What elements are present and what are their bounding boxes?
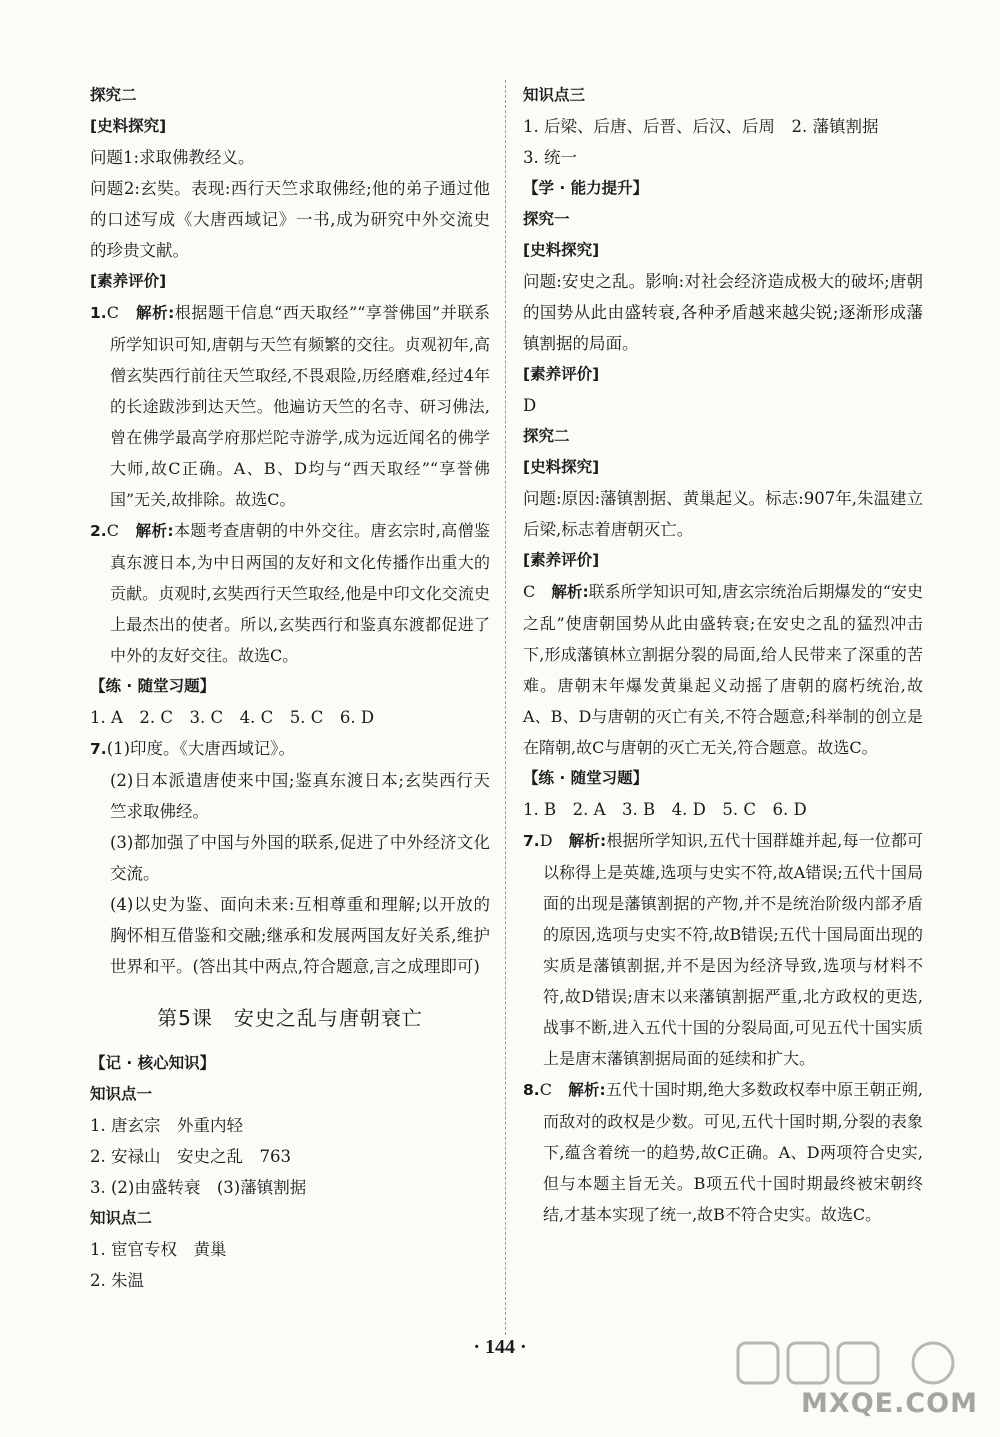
tag-suyang: [素养评价] [523,365,600,383]
watermark-text: MXQE.COM [801,1388,978,1419]
item-analysis: 根据所学知识,五代十国群雄并起,每一位都可以称得上是英雄,选项与史实不符,故A错误;五代十国局面的出现是藩镇割据的产物,并不是统治阶级内部矛盾的原因,选项与史实不符,故B错误;五代十国局面出现的实质是藩镇割据,并不是因为经济导致,选项与材料不符,故D错误;唐末以来藩镇割据严重,北方政权的更迭,战事不断,进入五代十国的分裂局面,可见五代十国实质上是唐末藩镇割据局面的延续和扩大。 [543,831,923,1068]
item-c-analysis [523,576,923,763]
multiple-choice-answers: 1. B 2. A 3. B 4. D 5. C 6. D [523,800,807,819]
heading-tanjiu-1: 探究一 [523,210,570,228]
question-7-part-1 [90,733,490,765]
analysis-label: 解析: [551,583,589,601]
kp1-item-3: 3. (2)由盛转衰 (3)藩镇割据 [90,1178,307,1197]
analysis-label: 解析: [135,522,174,540]
item-answer: C [523,582,536,601]
heading-lian: 【练 · 随堂习题】 [90,677,216,695]
item-number: 7. [523,832,540,850]
multiple-choice-answers: 1. A 2. C 3. C 4. C 5. C 6. D [90,708,375,727]
question-8 [523,1074,923,1230]
kp2-item-2: 2. 朱温 [90,1271,144,1290]
kp3-item-3: 3. 统一 [523,148,577,167]
question-7-part-3: (3)都加强了中国与外国的联系,促进了中外经济文化交流。 [110,833,490,883]
heading-lian: 【练 · 随堂习题】 [523,769,649,787]
knowledge-point-1: 知识点一 [90,1085,153,1103]
item-analysis: 根据题干信息“西天取经”“享誉佛国”并联系所学知识可知,唐朝与天竺有频繁的交往。贞观初年,高僧玄奘西行前往天竺取经,不畏艰险,历经磨难,经过4年的长途跋涉到达天竺。他遍访天竺的名寺、研习佛法,曾在佛学最高学府那烂陀寺游学,成为远近闻名的佛学大师,故C正确。A、B、D均与“西天取经”“享誉佛国”无关,故排除。故选C。 [110,303,490,509]
left-column [90,80,490,1296]
kp1-item-2: 2. 安禄山 安史之乱 763 [90,1147,291,1166]
heading-tanjiu-2: 探究二 [90,86,137,104]
knowledge-point-2: 知识点二 [90,1209,153,1227]
answer-anshi: 问题:安史之乱。影响:对社会经济造成极大的破坏;唐朝的国势从此由盛转衰,各种矛盾越来越尖锐;逐渐形成藩镇割据的局面。 [523,272,923,353]
lesson-title: 第5课 安史之乱与唐朝衰亡 [157,1006,423,1030]
answer-yuanyin: 问题:原因:藩镇割据、黄巢起义。标志:907年,朱温建立后梁,标志着唐朝灭亡。 [523,489,923,539]
tag-shiliao: [史料探究] [90,117,167,135]
item-answer: C [539,1080,552,1099]
heading-ji: 【记 · 核心知识】 [90,1054,216,1072]
q7-part-text: (1)印度。《大唐西域记》。 [106,739,296,758]
item-answer: D [539,831,553,850]
question-7 [523,825,923,1074]
item-number: 7. [90,740,107,758]
watermark-logo [728,1339,978,1419]
question-7-part-4: (4)以史为鉴、面向未来:互相尊重和理解;以开放的胸怀相互借鉴和交融;继承和发展两国友好关系,维护世界和平。(答出其中两点,符合题意,言之成理即可) [110,895,490,976]
question-7-part-2: (2)日本派遣唐使来中国;鉴真东渡日本;玄奘西行天竺求取佛经。 [110,771,490,821]
tag-suyang: [素养评价] [523,551,600,569]
kp3-items-1-2: 1. 后梁、后唐、后晋、后汉、后周 2. 藩镇割据 [523,117,879,136]
answer-d: D [523,396,537,415]
heading-tanjiu-2: 探究二 [523,427,570,445]
item-analysis: 联系所学知识可知,唐玄宗统治后期爆发的“安史之乱”使唐朝国势从此由盛转衰;在安史之乱的猛烈冲击下,形成藩镇林立割据分裂的局面,给人民带来了深重的苦难。唐朝末年爆发黄巢起义动摇了唐朝的腐朽统治,故A、B、D与唐朝的灭亡有关,不符合题意;科举制的创立是在隋朝,故C与唐朝的灭亡无关,符合题意。故选C。 [523,582,923,757]
item-1 [90,297,490,515]
item-answer: C [106,303,119,322]
analysis-label: 解析: [568,832,607,850]
item-number: 8. [523,1081,540,1099]
item-number: 2. [90,522,107,540]
kp2-item-1: 1. 宦官专权 黄巢 [90,1240,227,1259]
tag-shiliao: [史料探究] [523,458,600,476]
analysis-label: 解析: [568,1081,606,1099]
column-divider [505,80,506,1335]
heading-xue: 【学 · 能力提升】 [523,179,649,197]
kp1-item-1: 1. 唐玄宗 外重内轻 [90,1116,243,1135]
right-column [523,80,923,1230]
item-number: 1. [90,304,107,322]
analysis-label: 解析: [136,304,175,322]
page-number: · 144 · [473,1336,527,1358]
answer-q1: 问题1:求取佛教经义。 [90,148,255,167]
item-analysis: 五代十国时期,绝大多数政权奉中原王朝正朔,而敌对的政权是少数。可见,五代十国时期,分裂的表象下,蕴含着统一的趋势,故C正确。A、D两项符合史实,但与本题主旨无关。B项五代十国时期最终被宋朝终结,才基本实现了统一,故B不符合史实。故选C。 [543,1080,923,1224]
item-answer: C [106,521,119,540]
tag-suyang: [素养评价] [90,272,167,290]
item-2 [90,515,490,671]
knowledge-point-3: 知识点三 [523,86,586,104]
item-analysis: 本题考查唐朝的中外交往。唐玄宗时,高僧鉴真东渡日本,为中日两国的友好和文化传播作出重大的贡献。贞观时,玄奘西行天竺取经,他是中印文化交流史上最杰出的使者。所以,玄奘西行和鉴真东渡都促进了中外的友好交往。故选C。 [110,521,490,665]
answer-q2: 问题2:玄奘。表现:西行天竺求取佛经;他的弟子通过他的口述写成《大唐西域记》一书,成为研究中外交流史的珍贵文献。 [90,179,490,260]
tag-shiliao: [史料探究] [523,241,600,259]
